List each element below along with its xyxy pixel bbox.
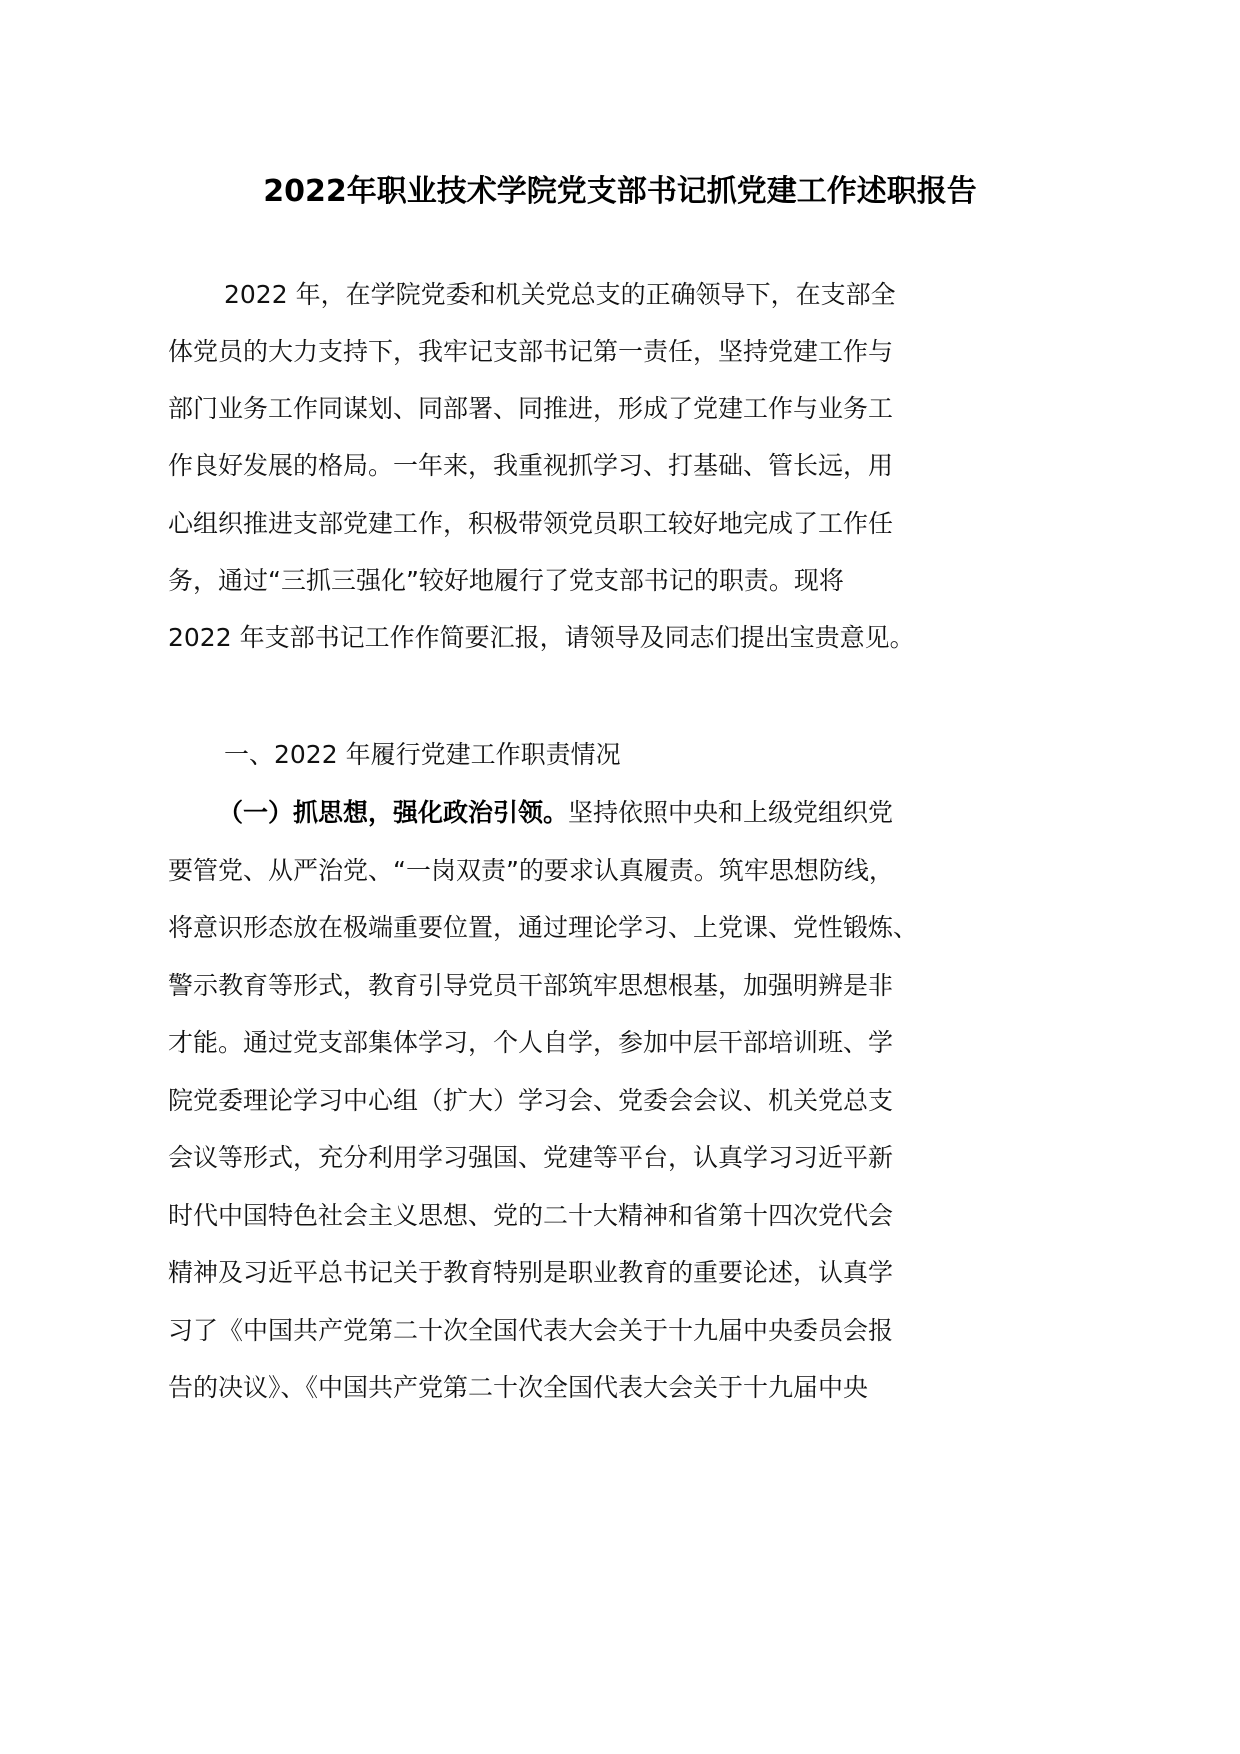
- subsection-heading: （一）抓思想，强化政治引领。: [218, 798, 569, 827]
- paragraph-line: 2022 年支部书记工作作简要汇报，请领导及同志们提出宝贵意见。: [168, 623, 915, 652]
- paragraph-line: 部门业务工作同谋划、同部署、同推进，形成了党建工作与业务工: [168, 394, 894, 423]
- paragraph-first-line: [218, 795, 893, 831]
- section-heading: 一、2022 年履行党建工作职责情况: [224, 740, 621, 769]
- paragraph-line: 时代中国特色社会主义思想、党的二十大精神和省第十四次党代会: [168, 1201, 894, 1230]
- paragraph-line: 会议等形式，充分利用学习强国、党建等平台，认真学习习近平新: [168, 1143, 894, 1172]
- paragraph-text: 坚持依照中央和上级党组织党: [568, 798, 894, 827]
- paragraph-line: 告的决议》、《中国共产党第二十次全国代表大会关于十九届中央: [168, 1373, 869, 1402]
- paragraph-line: 体党员的大力支持下，我牢记支部书记第一责任，坚持党建工作与: [168, 337, 894, 366]
- paragraph-line: 2022 年，在学院党委和机关党总支的正确领导下，在支部全: [224, 280, 896, 309]
- paragraph-line: 作良好发展的格局。一年来，我重视抓学习、打基础、管长远，用: [168, 451, 894, 480]
- paragraph-line: 心组织推进支部党建工作，积极带领党员职工较好地完成了工作任: [168, 509, 894, 538]
- paragraph-line: 务，通过“三抓三强化”较好地履行了党支部书记的职责。现将: [168, 566, 844, 595]
- paragraph-line: 警示教育等形式，教育引导党员干部筑牢思想根基，加强明辨是非: [168, 971, 894, 1000]
- paragraph-line: 习了《中国共产党第二十次全国代表大会关于十九届中央委员会报: [168, 1316, 894, 1345]
- paragraph-line: 精神及习近平总书记关于教育特别是职业教育的重要论述，认真学: [168, 1258, 894, 1287]
- document-title: 2022年职业技术学院党支部书记抓党建工作述职报告: [263, 174, 977, 209]
- paragraph-line: 将意识形态放在极端重要位置，通过理论学习、上党课、党性锻炼、: [168, 913, 919, 942]
- paragraph-line: 才能。通过党支部集体学习，个人自学，参加中层干部培训班、学: [168, 1028, 894, 1057]
- paragraph-line: 院党委理论学习中心组（扩大）学习会、党委会会议、机关党总支: [168, 1086, 894, 1115]
- paragraph-line: 要管党、从严治党、“一岗双责”的要求认真履责。筑牢思想防线，: [168, 856, 894, 885]
